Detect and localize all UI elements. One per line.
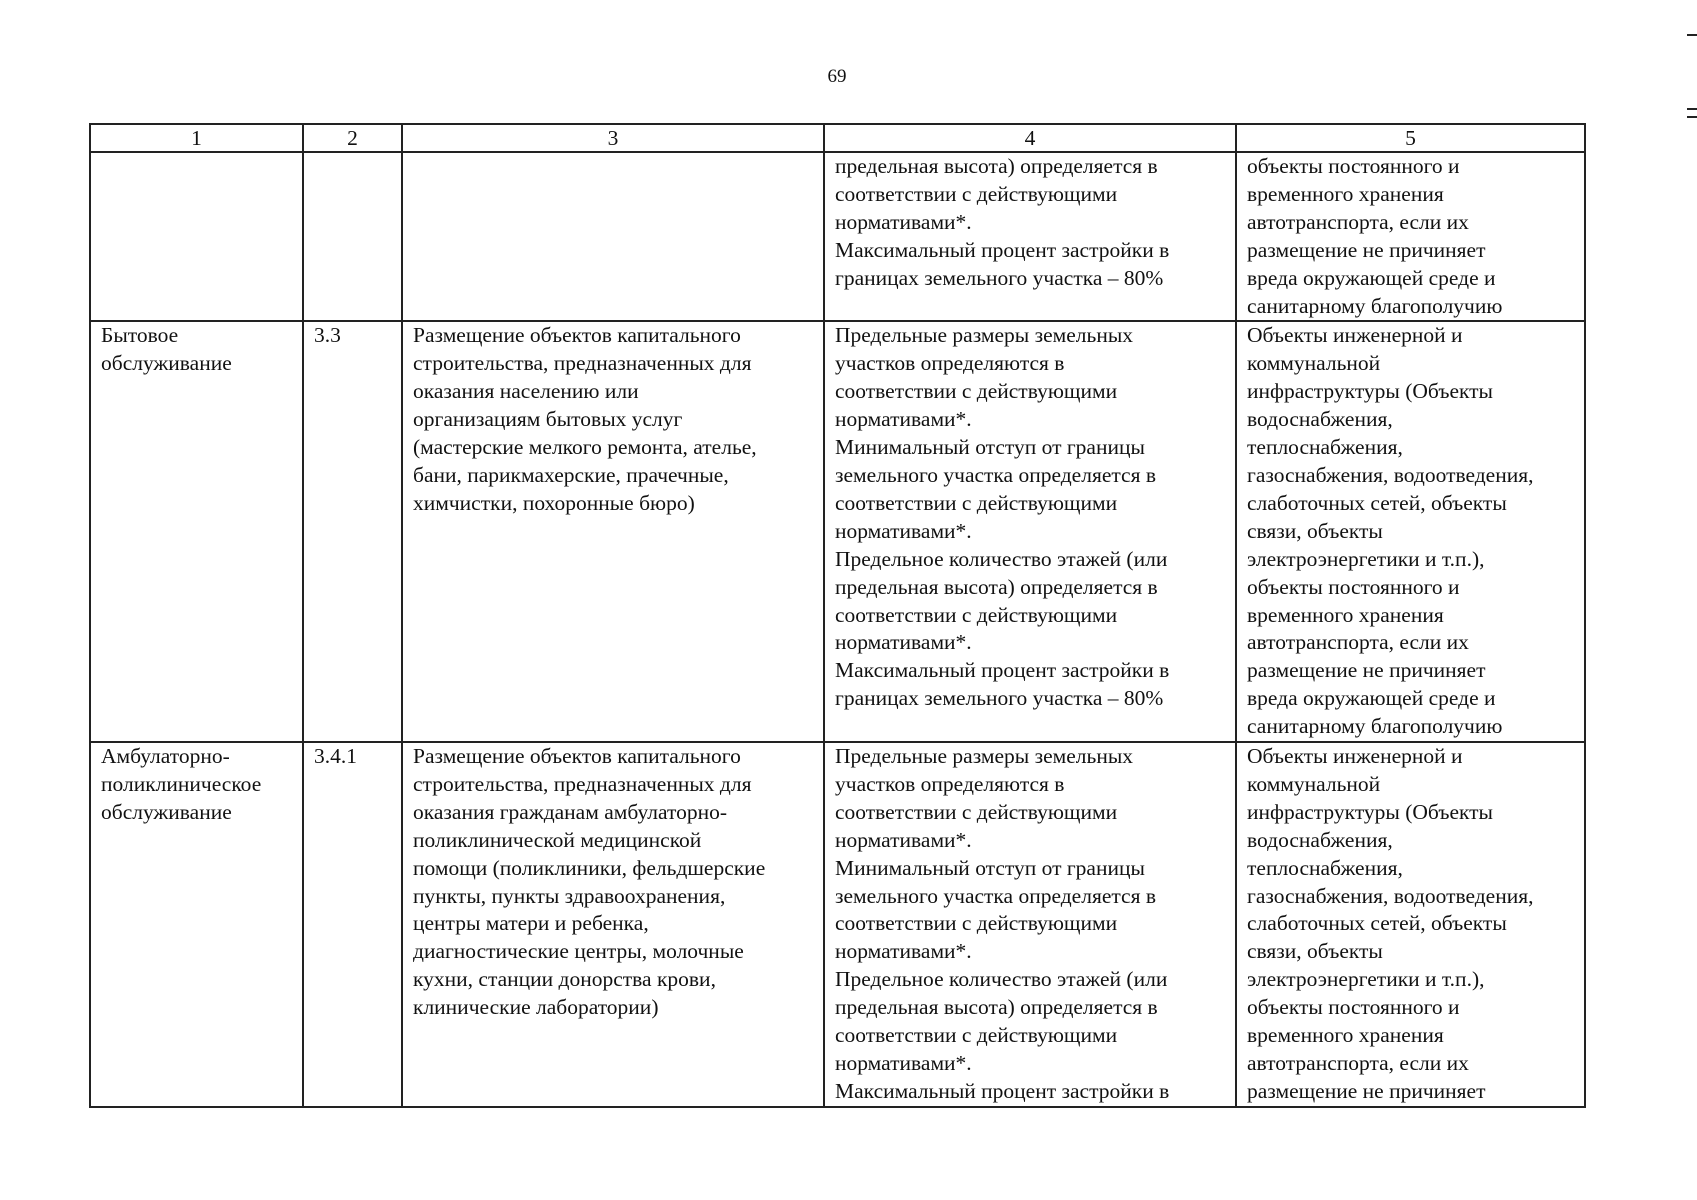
- cell-text-line: Размещение объектов капитального: [413, 323, 741, 348]
- cell-text-line: оказания гражданам амбулаторно-: [413, 799, 728, 824]
- cell-text-line: автотранспорта, если их: [1247, 209, 1469, 234]
- cell-text-line: временного хранения: [1247, 181, 1444, 206]
- cell-text-line: Максимальный процент застройки в: [835, 1078, 1170, 1103]
- cell-text-line: нормативами*.: [835, 518, 972, 543]
- cell-text-line: вреда окружающей среде и: [1247, 686, 1496, 711]
- cell-text-line: соответствии с действующими: [835, 799, 1118, 824]
- cell-text-line: автотранспорта, если их: [1247, 1051, 1469, 1075]
- edge-mark-middle: [1687, 108, 1697, 110]
- cell-text-line: Максимальный процент застройки в: [835, 237, 1170, 262]
- cell-text-line: водоснабжения,: [1247, 827, 1393, 852]
- cell-parameters: [824, 152, 1236, 321]
- cell-auxiliary-uses: [1236, 152, 1585, 321]
- cell-text-line: связи, объекты: [1247, 939, 1383, 964]
- cell-text-line: Максимальный процент застройки в: [835, 658, 1170, 683]
- cell-text-line: теплоснабжения,: [1247, 855, 1403, 880]
- column-header-3: 3: [402, 124, 824, 152]
- cell-text-line: предельная высота) определяется в: [835, 574, 1158, 599]
- cell-text-line: кухни, станции донорства крови,: [413, 967, 716, 992]
- cell-use-type: [90, 742, 303, 1107]
- cell-text-line: временного хранения: [1247, 1023, 1444, 1048]
- cell-code: [303, 321, 402, 742]
- cell-text-line: инфраструктуры (Объекты: [1247, 379, 1494, 404]
- cell-text-line: слаботочных сетей, объекты: [1247, 490, 1507, 515]
- cell-text-line: размещение не причиняет: [1247, 658, 1486, 683]
- cell-code: [303, 742, 402, 1107]
- cell-text-line: химчистки, похоронные бюро): [413, 490, 695, 515]
- cell-text-line: объекты постоянного и: [1247, 154, 1460, 178]
- cell-text-line: бани, парикмахерские, прачечные,: [413, 462, 729, 487]
- cell-text-line: размещение не причиняет: [1247, 1078, 1486, 1103]
- cell-text-line: нормативами*.: [835, 1051, 972, 1075]
- cell-text-line: Предельные размеры земельных: [835, 744, 1134, 769]
- cell-use-type: [90, 321, 303, 742]
- cell-text-line: санитарному благополучию: [1247, 293, 1503, 318]
- column-header-5: 5: [1236, 124, 1585, 152]
- cell-text-line: электроэнергетики и т.п.),: [1247, 967, 1485, 992]
- cell-text-line: диагностические центры, молочные: [413, 939, 744, 964]
- cell-text-line: обслуживание: [101, 799, 232, 824]
- column-header-4: 4: [824, 124, 1236, 152]
- cell-text-line: центры матери и ребенка,: [413, 911, 649, 936]
- cell-text-line: Размещение объектов капитального: [413, 744, 741, 769]
- cell-text-line: автотранспорта, если их: [1247, 630, 1469, 655]
- edge-mark-bottom: [1687, 116, 1697, 118]
- cell-text-line: Минимальный отступ от границы: [835, 435, 1145, 460]
- cell-text-line: Амбулаторно-: [101, 744, 230, 769]
- cell-text-line: санитарному благополучию: [1247, 714, 1503, 739]
- cell-text-line: земельного участка определяется в: [835, 883, 1156, 908]
- cell-use-type: [90, 152, 303, 321]
- cell-text-line: предельная высота) определяется в: [835, 995, 1158, 1020]
- cell-text-line: объекты постоянного и: [1247, 995, 1460, 1020]
- cell-text-line: строительства, предназначенных для: [413, 771, 752, 796]
- cell-text-line: теплоснабжения,: [1247, 435, 1403, 460]
- column-header-2: 2: [303, 124, 402, 152]
- cell-text-line: инфраструктуры (Объекты: [1247, 799, 1494, 824]
- cell-parameters: [824, 742, 1236, 1107]
- cell-text-line: водоснабжения,: [1247, 407, 1393, 432]
- cell-code: [303, 152, 402, 321]
- cell-text-line: 3.4.1: [314, 744, 357, 769]
- cell-text-line: Предельное количество этажей (или: [835, 546, 1168, 571]
- cell-text-line: нормативами*.: [835, 827, 972, 852]
- cell-text-line: размещение не причиняет: [1247, 237, 1486, 262]
- cell-description: [402, 742, 824, 1107]
- cell-text-line: слаботочных сетей, объекты: [1247, 911, 1507, 936]
- cell-text-line: оказания населению или: [413, 379, 639, 404]
- cell-parameters: [824, 321, 1236, 742]
- cell-text-line: нормативами*.: [835, 939, 972, 964]
- cell-text-line: вреда окружающей среде и: [1247, 265, 1496, 290]
- table-row: [90, 742, 1585, 1107]
- cell-text-line: (мастерские мелкого ремонта, ателье,: [413, 435, 757, 460]
- table-header-row: [90, 124, 1585, 152]
- cell-text-line: объекты постоянного и: [1247, 574, 1460, 599]
- column-header-1: 1: [90, 124, 303, 152]
- cell-text-line: поликлиническое: [101, 771, 262, 796]
- cell-text-line: газоснабжения, водоотведения,: [1247, 883, 1534, 908]
- cell-text-line: обслуживание: [101, 351, 232, 376]
- cell-text-line: участков определяются в: [835, 351, 1065, 376]
- cell-text-line: помощи (поликлиники, фельдшерские: [413, 855, 766, 880]
- cell-text-line: коммунальной: [1247, 771, 1381, 796]
- cell-text-line: газоснабжения, водоотведения,: [1247, 462, 1534, 487]
- cell-text-line: нормативами*.: [835, 630, 972, 655]
- cell-text-line: соответствии с действующими: [835, 490, 1118, 515]
- table-row: [90, 152, 1585, 321]
- regulations-table: [89, 123, 1586, 1108]
- cell-auxiliary-uses: [1236, 321, 1585, 742]
- cell-text-line: соответствии с действующими: [835, 1023, 1118, 1048]
- cell-auxiliary-uses: [1236, 742, 1585, 1107]
- cell-description: [402, 152, 824, 321]
- cell-text-line: участков определяются в: [835, 771, 1065, 796]
- cell-text-line: Объекты инженерной и: [1247, 323, 1463, 348]
- cell-text-line: электроэнергетики и т.п.),: [1247, 546, 1485, 571]
- cell-text-line: 3.3: [314, 323, 341, 348]
- cell-text-line: клинические лаборатории): [413, 995, 659, 1020]
- cell-text-line: предельная высота) определяется в: [835, 154, 1158, 178]
- cell-description: [402, 321, 824, 742]
- cell-text-line: Предельное количество этажей (или: [835, 967, 1168, 992]
- table-row: [90, 321, 1585, 742]
- cell-text-line: Бытовое: [101, 323, 179, 348]
- cell-text-line: Объекты инженерной и: [1247, 744, 1463, 769]
- cell-text-line: земельного участка определяется в: [835, 462, 1156, 487]
- cell-text-line: границах земельного участка – 80%: [835, 686, 1164, 711]
- cell-text-line: строительства, предназначенных для: [413, 351, 752, 376]
- cell-text-line: границах земельного участка – 80%: [835, 265, 1164, 290]
- cell-text-line: нормативами*.: [835, 407, 972, 432]
- cell-text-line: связи, объекты: [1247, 518, 1383, 543]
- cell-text-line: соответствии с действующими: [835, 379, 1118, 404]
- cell-text-line: соответствии с действующими: [835, 602, 1118, 627]
- cell-text-line: пункты, пункты здравоохранения,: [413, 883, 726, 908]
- edge-mark-top: [1687, 34, 1697, 36]
- cell-text-line: организациям бытовых услуг: [413, 407, 683, 432]
- cell-text-line: коммунальной: [1247, 351, 1381, 376]
- cell-text-line: временного хранения: [1247, 602, 1444, 627]
- cell-text-line: нормативами*.: [835, 209, 972, 234]
- cell-text-line: соответствии с действующими: [835, 911, 1118, 936]
- cell-text-line: поликлинической медицинской: [413, 827, 702, 852]
- cell-text-line: Минимальный отступ от границы: [835, 855, 1145, 880]
- cell-text-line: Предельные размеры земельных: [835, 323, 1134, 348]
- cell-text-line: соответствии с действующими: [835, 181, 1118, 206]
- page-number: 69: [827, 66, 847, 87]
